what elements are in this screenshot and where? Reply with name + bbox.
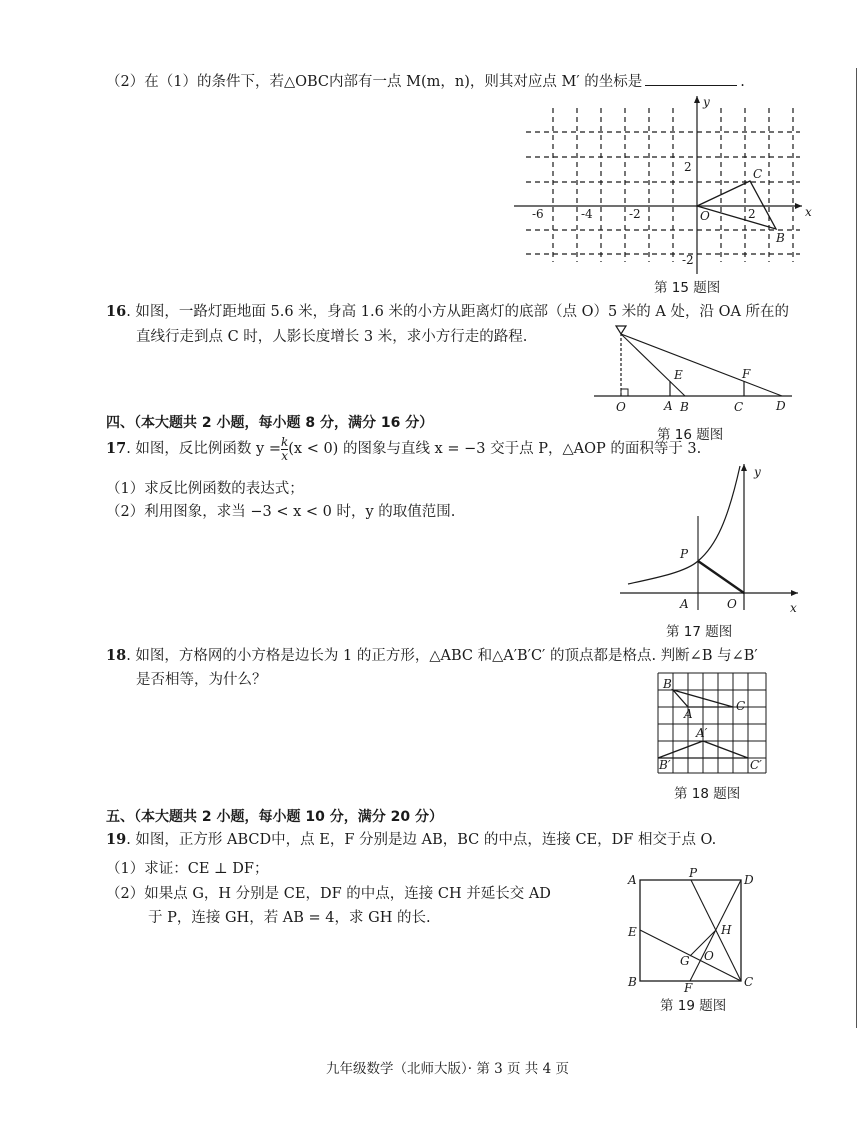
hyperbola-curve [628,466,740,584]
figure-16 [592,322,798,418]
fig15-ytick-2: 2 [684,160,692,174]
fig18-label-b: B [663,677,672,691]
fig17-y-arrow [741,464,747,471]
q19-part2-line2: 于 P，连接 GH，若 AB = 4，求 GH 的长. [148,910,431,926]
fig19-label-a: A [628,873,637,887]
q17-text-post: (x < 0) 的图象与直线 x = −3 交于点 P，△AOP 的面积等于 3. [288,441,702,457]
fig15-caption: 第 15 题图 [654,280,721,296]
q15-part2-text: （2）在（1）的条件下，若△OBC内部有一点 M(m，n)，则其对应点 M′ 的坐标是 [106,74,643,90]
section-4-header: 四、（本大题共 2 小题，每小题 8 分，满分 16 分） [106,415,434,431]
q17-stem [106,432,701,466]
fig19-label-e: E [628,925,637,939]
fig18-caption: 第 18 题图 [674,786,741,802]
segment-po [698,561,744,593]
fig15-x-label: x [805,205,812,219]
q18-text1: . 如图，方格网的小方格是边长为 1 的正方形，△ABC 和△A′B′C′ 的顶点都是格点. 判断∠B 与∠B′ [126,648,758,664]
light-ray-1 [621,334,685,396]
q16-number: 16 [106,303,127,320]
fig19-label-b: B [628,975,637,989]
q16-line1 [106,300,789,321]
page-footer: 九年级数学（北师大版）· 第 3 页 共 4 页 [326,1061,569,1077]
q18-number: 18 [106,647,127,664]
q19-number: 19 [106,831,127,848]
fig19-label-d: D [744,873,754,887]
q17-part2: （2）利用图象，求当 −3 < x < 0 时，y 的取值范围. [106,504,456,520]
fig18-label-c-prime: C′ [750,758,762,772]
frac-num: k [280,434,289,449]
q19-part2-line1: （2）如果点 G，H 分别是 CE，DF 的中点，连接 CH 并延长交 AD [106,886,551,902]
fig16-label-o: O [616,400,626,414]
fig16-label-b: B [680,400,689,414]
fig16-label-a: A [664,399,673,413]
margin-rule [856,68,857,1028]
figure-17 [616,460,806,618]
fig19-label-o: O [704,949,714,963]
fig17-caption: 第 17 题图 [666,624,733,640]
fig17-label-a: A [680,597,689,611]
fig15-tick-2: 2 [748,207,756,221]
right-angle-mark [621,389,628,396]
fig17-x-arrow [791,590,798,596]
fig15-tick-neg4: -4 [581,207,593,221]
q16-line2: 直线行走到点 C 时，人影长度增长 3 米，求小方行走的路程. [136,329,528,345]
answer-blank [645,71,737,86]
fig16-label-e: E [674,368,683,382]
fig16-label-f: F [742,367,751,381]
q19-text1: . 如图，正方形 ABCD中，点 E，F 分别是边 AB，BC 的中点，连接 CE，DF 相交于点 O. [126,832,717,848]
figure-18 [654,670,772,780]
fig18-label-b-prime: B′ [659,758,671,772]
q19-line1 [106,828,716,849]
fig15-origin: O [700,209,710,223]
fig15-ytick-neg2: -2 [682,253,694,267]
fig19-label-h: H [721,923,732,937]
fig15-tick-neg2: -2 [629,207,641,221]
q16-text1: . 如图，一路灯距地面 5.6 米，身高 1.6 米的小方从距离灯的底部（点 O）5 米的 A 处，沿 OA 所在的 [126,304,790,320]
light-ray-2 [621,334,782,396]
fig18-label-c: C [736,699,746,713]
q15-part2 [106,70,745,91]
fig19-caption: 第 19 题图 [660,998,727,1014]
fig19-label-c: C [744,975,754,989]
fig15-tick-neg6: -6 [532,207,544,221]
q17-text-pre: . 如图，反比例函数 y = [126,441,281,457]
fig15-y-arrow [694,96,700,103]
fig15-point-b: B [776,231,785,245]
fig17-label-p: P [680,547,689,561]
fig19-label-g: G [680,954,690,968]
q18-line1 [106,644,758,665]
frac-den: x [281,448,288,463]
fig17-label-x: x [790,601,797,615]
fig15-y-label: y [703,95,710,109]
q15-part2-end: . [740,74,745,90]
fig18-label-a: A [684,707,693,721]
q17-part1: （1）求反比例函数的表达式； [106,481,304,497]
fig16-label-c: C [734,400,744,414]
lamp-icon [616,326,626,334]
q19-part1: （1）求证：CE ⊥ DF； [106,861,269,877]
fig18-label-a-prime: A′ [696,726,708,740]
fig15-grid [526,108,800,262]
section-5-header: 五、（本大题共 2 小题，每小题 10 分，满分 20 分） [106,809,443,825]
fig17-label-o: O [727,597,737,611]
fig17-label-y: y [754,465,761,479]
fig15-x-arrow [795,203,802,209]
fig15-point-c: C [753,167,763,181]
fig16-caption: 第 16 题图 [657,427,724,443]
q18-line2: 是否相等，为什么？ [136,672,267,688]
fig16-label-d: D [776,399,786,413]
figure-15 [510,94,810,294]
fig19-label-f: F [684,981,693,995]
q17-number: 17 [106,440,127,457]
figure-19 [624,866,764,994]
fig19-label-p: P [689,866,698,880]
